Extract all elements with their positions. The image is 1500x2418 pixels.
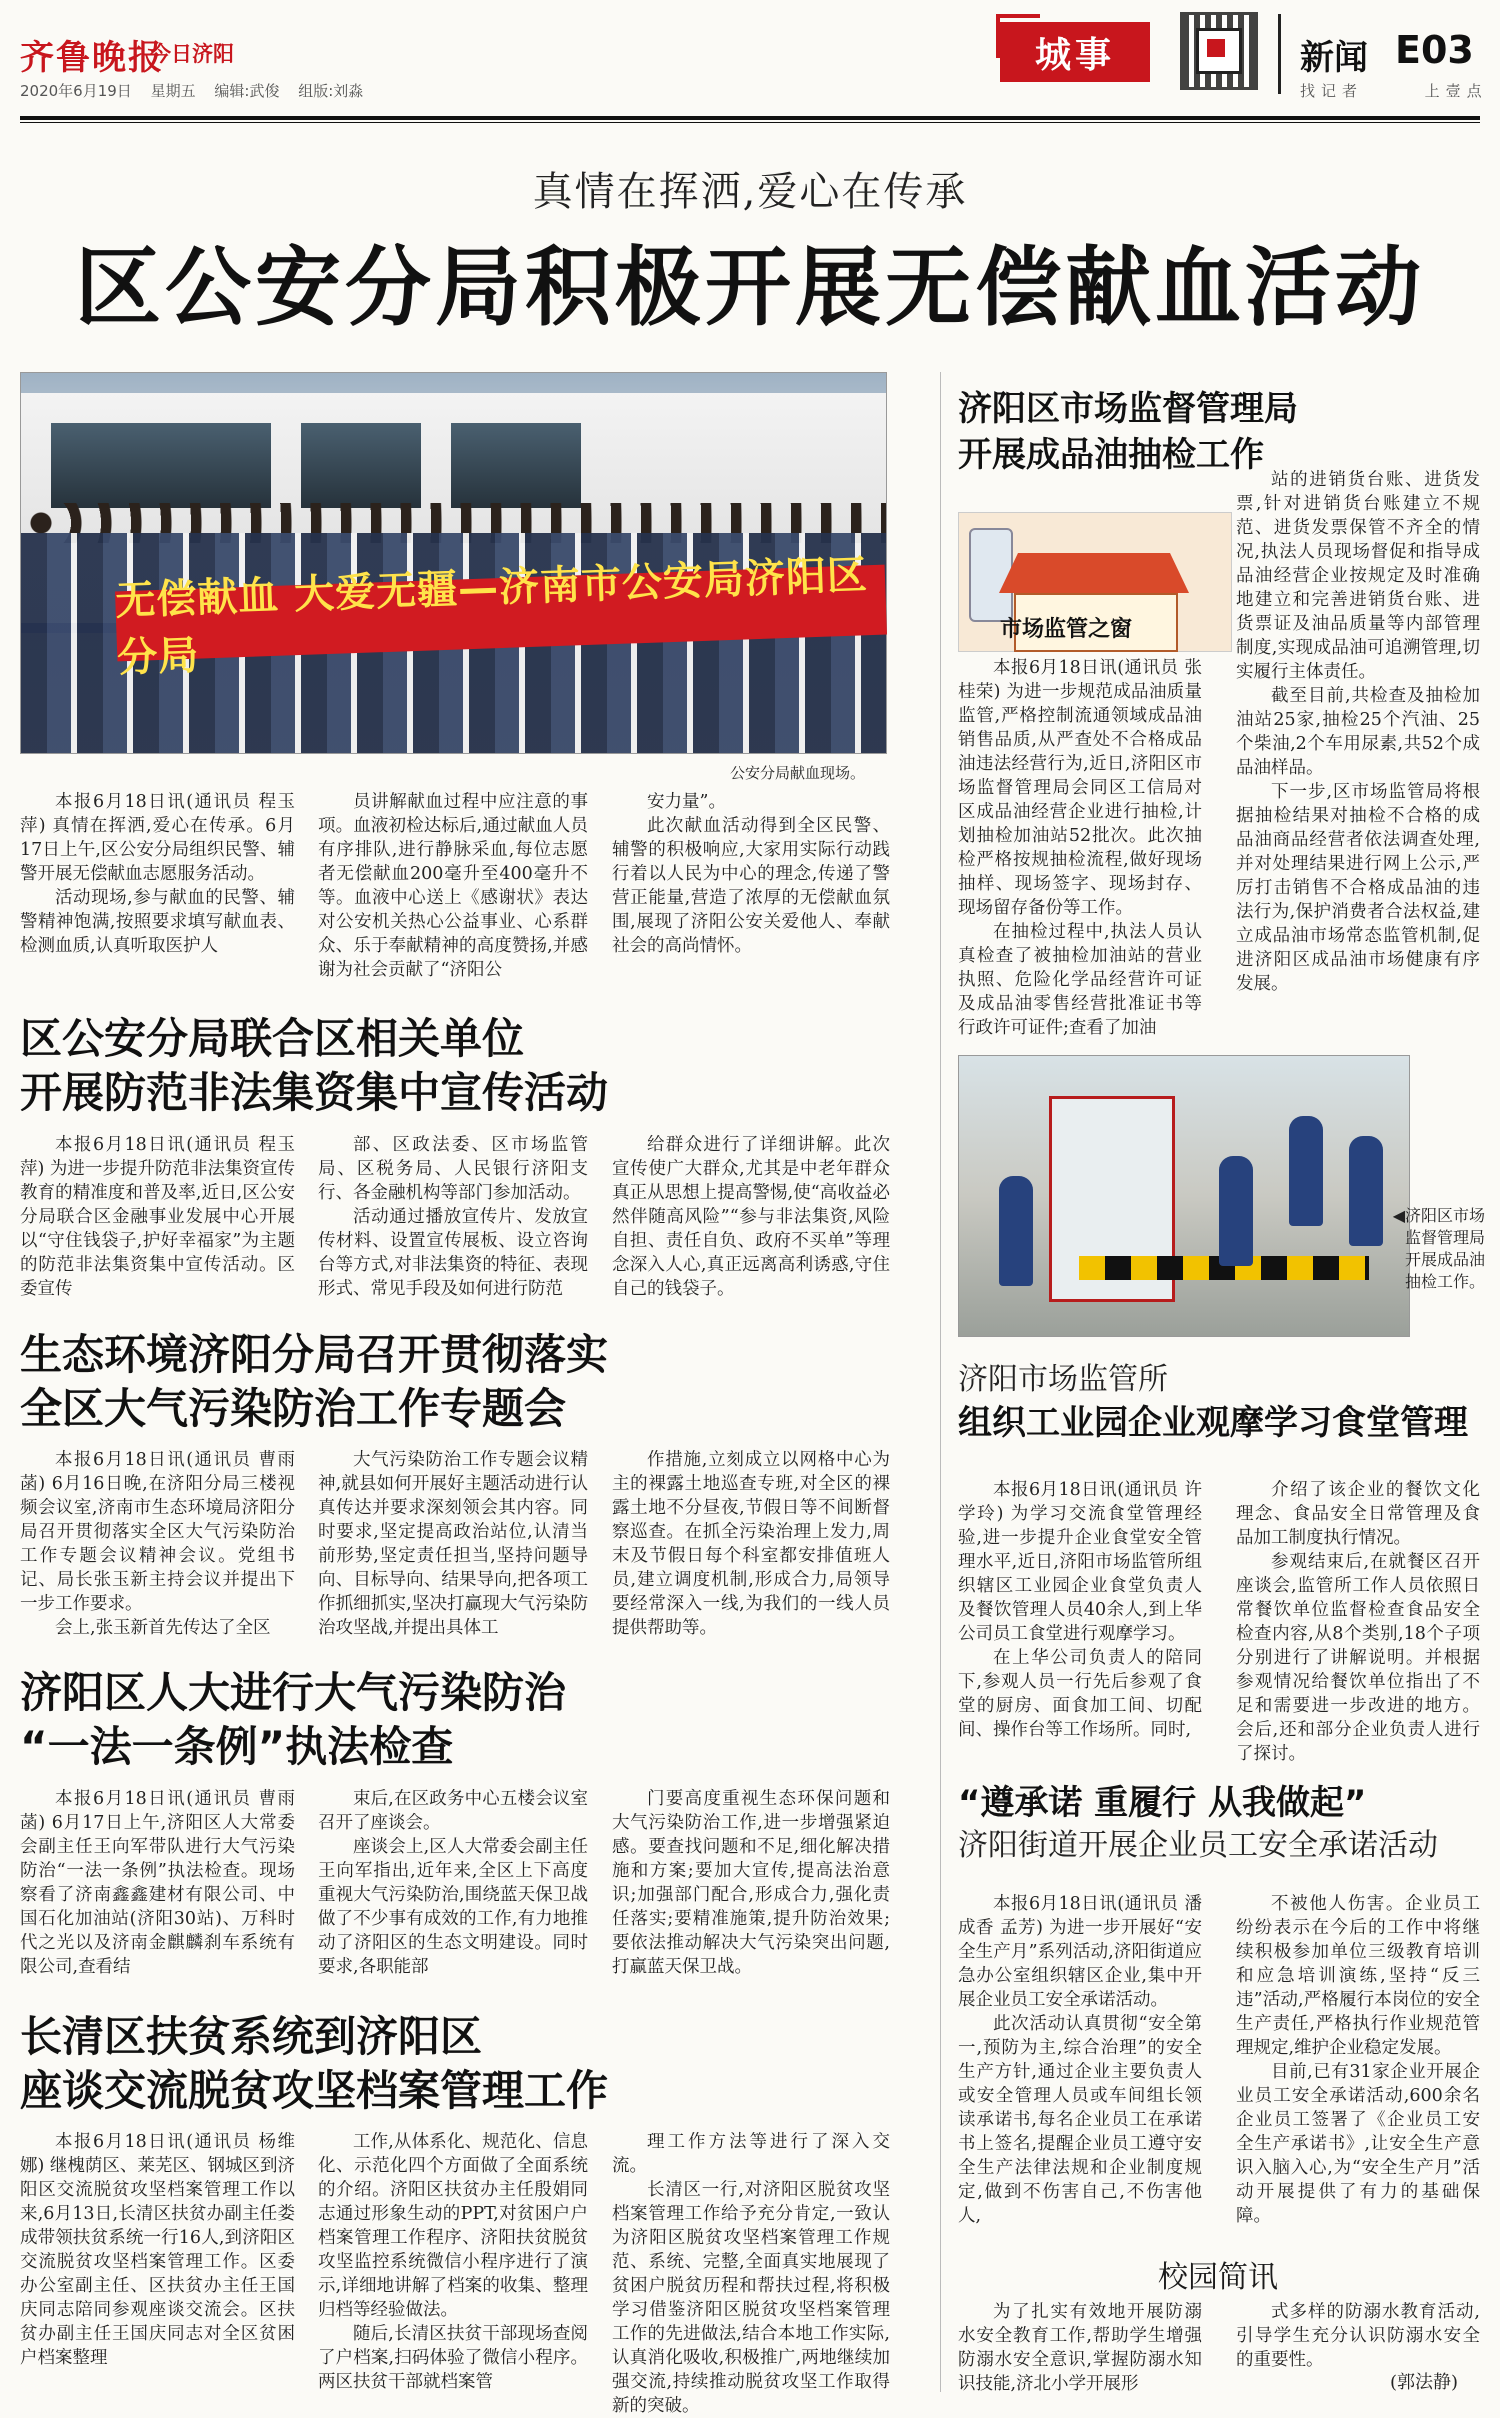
article-4-text-1: 本报6月18日讯(通讯员 曹雨菡) 6月17日上午,济阳区人大常委会副主任王向军带队进行大气污染防治“一法一条例”执法检查。现场察看了济南鑫鑫建材有限公司、中国石化加油站(济阳30站)、万科时代之光以及济南金麒麟刹车系统有限公司,查看结 xyxy=(20,1789,295,1977)
paragraph: 座谈会上,区人大常委会副主任王向军指出,近年来,全区上下高度重视大气污染防治,围绕蓝天保卫战做了不少事有成效的工作,有力地推动了济阳区的生态文明建设。同时要求,各职能部 xyxy=(318,1837,588,1977)
lead-column-2 xyxy=(318,790,588,990)
article-3-text-2: 大气污染防治工作专题会议精神,就县如何开展好主题活动进行认真传达并要求深刻领会其内容。同时要求,坚定提高政治站位,认清当前形势,坚定责任担当,坚持问题导向、目标导向、结果导向,把各项工作抓细抓实,坚决打赢现大气污染防治攻坚战,并提出具体工 xyxy=(318,1450,588,1638)
paragraph: 下一步,区市场监管局将根据抽检结果对抽检不合格的成品油商品经营者依法调查处理,并对处理结果进行网上公示,严厉打击销售不合格成品油的违法行为,保护消费者合法权益,建立成品油市场常态监管机制,促进济阳区成品油市场健康有序发展。 xyxy=(1236,782,1480,994)
right-1-column-1 xyxy=(958,656,1202,1040)
bus-window xyxy=(51,423,271,508)
campus-news-signature: (郭法静) xyxy=(1390,2372,1459,2393)
right-3-title-line-1: “遵承诺 重履行 从我做起” xyxy=(958,1783,1367,1823)
right-3-text-2: 不被他人伤害。企业员工纷纷表示在今后的工作中将继续积极参加单位三级教育培训和应急培训演练,坚持“反三违”活动,严格履行本岗位的安全生产责任,严格执行作业规范管理规定,维护企业稳定发展。 xyxy=(1236,1894,1480,2058)
article-3-title-line-2: 全区大气污染防治工作专题会 xyxy=(20,1384,567,1433)
article-2-title-line-2: 开展防范非法集资集中宣传活动 xyxy=(20,1068,609,1117)
right-3-headline xyxy=(958,1780,1478,1866)
article-4-text-2: 束后,在区政务中心五楼会议室召开了座谈会。 xyxy=(318,1789,588,1833)
article-4-text-3: 门要高度重视生态环保问题和大气污染防治工作,进一步增强紧迫感。要查找问题和不足,细化解决措施和方案;要加大宣传,提高法治意识;加强部门配合,形成合力,强化责任落实;要精准施策,提升防治效果;要依法推动解决大气污染突出问题,打赢蓝天保卫战。 xyxy=(612,1789,890,1977)
photo-banner: 无偿献血 大爱无疆—济南市公安局济阳区分局 xyxy=(115,565,887,662)
article-3-text-3: 作措施,立刻成立以网格中心为主的裸露土地巡查专班,对全区的裸露土地不分昼夜,节假日等不间断督察巡查。在抓全污染治理上发力,周末及节假日每个科室都安排值班人员,建立调度机制,形成合力,局领导要经常深入一线,为我们的一线人员提供帮助等。 xyxy=(612,1450,890,1638)
article-5-text-2: 工作,从体系化、规范化、信息化、示范化四个方面做了全面系统的介绍。济阳区扶贫办主任殷娟同志通过形象生动的PPT,对贫困户户档案管理工作程序、济阳扶贫脱贫攻坚监控系统微信小程序进行了演示,详细地讲解了档案的收集、整理归档等经验做法。 xyxy=(318,2132,588,2320)
bus-window xyxy=(451,423,581,508)
right-1-text-2: 站的进销货台账、进货发票,针对进销货台账建立不规范、进货发票保管不齐全的情况,执法人员现场督促和指导成品油经营企业按规定及时准确地建立和完善进销货台账、进货票证及油品质量等内部管理制度,实现成品油可追溯管理,切实履行主体责任。 xyxy=(1236,470,1480,682)
right-2-text-2: 介绍了该企业的餐饮文化理念、食品安全日常管理及食品加工制度执行情况。 xyxy=(1236,1480,1480,1548)
issue-weekday: 星期五 xyxy=(150,82,196,100)
paragraph: 会上,张玉新首先传达了全区 xyxy=(55,1618,271,1638)
campus-news-heading: 校园简讯 xyxy=(1158,2260,1278,2295)
right-4-column-2 xyxy=(1236,2300,1480,2370)
lead-photo-caption: 公安分局献血现场。 xyxy=(730,764,866,782)
oil-photo-caption: ◀济阳区市场监督管理局开展成品油抽检工作。 xyxy=(1392,1206,1485,1291)
paragraph: 长清区一行,对济阳区脱贫攻坚档案管理工作给予充分肯定,一致认为济阳区脱贫攻坚档案管理工作规范、系统、完整,全面真实地展现了贫困户脱贫历程和帮扶过程,将积极学习借鉴济阳区脱贫攻坚档案管理工作的先进做法,结合本地工作实际,认真消化吸收,积极推广,两地继续加强交流,持续推动脱贫攻坚工作取得新的突破。 xyxy=(612,2180,890,2416)
right-3-column-2 xyxy=(1236,1892,1480,2228)
lead-column-3 xyxy=(612,790,890,990)
article-2-text-1: 本报6月18日讯(通讯员 程玉萍) 为进一步提升防范非法集资宣传教育的精准度和普及率,近日,区公安分局联合区金融事业发展中心开展以“守住钱袋子,护好幸福家”为主题的防范非法集资集中宣传活动。区委宣传 xyxy=(20,1135,295,1299)
right-4-text-1: 为了扎实有效地开展防溺水安全教育工作,帮助学生增强防溺水安全意识,掌握防溺水知识技能,济北小学开展形 xyxy=(958,2302,1202,2394)
right-3-column-1 xyxy=(958,1892,1202,2228)
right-2-headline xyxy=(958,1360,1478,1446)
right-3-title-line-2: 济阳街道开展企业员工安全承诺活动 xyxy=(958,1828,1438,1863)
right-4-text-2: 式多样的防溺水教育活动,引导学生充分认识防溺水安全的重要性。 xyxy=(1236,2302,1480,2370)
lead-text-1: 本报6月18日讯(通讯员 程玉萍) 真情在挥洒,爱心在传承。6月17日上午,区公安分局组织民警、辅警开展无偿献血志愿服务活动。 xyxy=(20,792,295,884)
article-4-headline xyxy=(20,1666,900,1774)
article-3-column-2 xyxy=(318,1448,588,1640)
article-5-column-1 xyxy=(20,2130,295,2402)
paragraph: 活动通过播放宣传片、发放宣传材料、设置宣传展板、设立咨询台等方式,对非法集资的特征、表现形式、常见手段及如何进行防范 xyxy=(318,1207,588,1299)
right-2-column-1 xyxy=(958,1478,1202,1742)
article-3-title-line-1: 生态环境济阳分局召开贯彻落实 xyxy=(20,1330,609,1379)
right-2-column-2 xyxy=(1236,1478,1480,1764)
article-4-title-line-1: 济阳区人大进行大气污染防治 xyxy=(20,1668,567,1717)
lead-text-3: 安力量”。 xyxy=(647,792,726,812)
article-2-text-3: 给群众进行了详细讲解。此次宣传使广大群众,尤其是中老年群众真正从思想上提高警惕,使“高收益必然伴随高风险”“参与非法集资,风险自担、责任自负、政府不买单”等理念深入人心,真正远离高利诱惑,守住自己的钱袋子。 xyxy=(612,1135,890,1299)
blood-donation-photo xyxy=(20,372,887,754)
paragraph: 在上华公司负责人的陪同下,参观人员一行先后参观了食堂的厨房、面食加工间、切配间、操作台等工作场所。同时, xyxy=(958,1648,1202,1740)
article-4-column-3 xyxy=(612,1787,890,1979)
paragraph: 随后,长清区扶贫干部现场查阅了户档案,扫码体验了微信小程序。两区扶贫干部就档案管 xyxy=(318,2324,588,2392)
section-credit xyxy=(1300,80,1488,101)
article-5-text-3: 理工作方法等进行了深入交流。 xyxy=(612,2132,890,2176)
masthead-rule xyxy=(20,116,1480,120)
oil-inspection-photo xyxy=(958,1055,1410,1337)
article-2-column-2 xyxy=(318,1133,588,1301)
paragraph: 此次活动认真贯彻“安全第一,预防为主,综合治理”的安全生产方针,通过企业主要负责人或安全管理人员或车间组长领读承诺书,每名企业员工在承诺书上签名,提醒企业员工遵守安全生产法律法规和企业制度规定,做到不伤害自己,不伤害他人, xyxy=(958,2014,1202,2226)
article-4-title-line-2: “一法一条例”执法检查 xyxy=(20,1722,454,1771)
right-1-column-2 xyxy=(1236,468,1480,1040)
right-2-title-line-2: 组织工业园企业观摩学习食堂管理 xyxy=(958,1403,1468,1443)
right-1-title-line-1: 济阳区市场监督管理局 xyxy=(958,389,1298,429)
article-5-title-line-1: 长清区扶贫系统到济阳区 xyxy=(20,2012,483,2061)
article-5-column-3 xyxy=(612,2130,890,2416)
article-2-headline xyxy=(20,1012,900,1120)
section-tag: 城事 xyxy=(1000,22,1150,82)
right-2-text-1: 本报6月18日讯(通讯员 许学玲) 为学习交流食堂管理经验,进一步提升企业食堂安全管理水平,近日,济阳市场监管所组织辖区工业园企业食堂负责人及餐饮管理人员40余人,到上华公司员工食堂进行观摩学习。 xyxy=(958,1480,1202,1644)
paragraph: 参观结束后,在就餐区召开座谈会,监管所工作人员依照日常餐饮单位监督检查食品安全检查内容,从8个类别,18个子项分别进行了讲解说明。并根据参观情况给餐饮单位指出了不足和需要进一步改进的地方。会后,还和部分企业负责人进行了探讨。 xyxy=(1236,1552,1480,1764)
paragraph: 目前,已有31家企业开展企业员工安全承诺活动,600余名企业员工签署了《企业员工安全生产承诺书》,让安全生产意识入脑入心,为“安全生产月”活动开展提供了有力的基础保障。 xyxy=(1236,2062,1480,2226)
article-3-text-1: 本报6月18日讯(通讯员 曹雨菡) 6月16日晚,在济阳分局三楼视频会议室,济南市生态环境局济阳分局召开贯彻落实全区大气污染防治工作专题会议精神会议。党组书记、局长张玉新主持会议并提出下一步工作要求。 xyxy=(20,1450,295,1614)
article-5-headline xyxy=(20,2010,900,2118)
issue-layout: 组版:刘淼 xyxy=(298,82,364,100)
illustration-label: 市场监管之窗 xyxy=(1000,617,1133,642)
lead-subtitle: 真情在挥洒,爱心在传承 xyxy=(532,169,968,215)
issue-meta xyxy=(20,80,377,101)
bus-window xyxy=(301,423,421,508)
right-3-text-1: 本报6月18日讯(通讯员 潘成香 孟芳) 为进一步开展好“安全生产月”系列活动,济阳街道应急办公室组织辖区企业,集中开展企业员工安全承诺活动。 xyxy=(958,1894,1202,2010)
paragraph: 活动现场,参与献血的民警、辅警精神饱满,按照要求填写献血表、检测血质,认真听取医护人 xyxy=(20,888,295,956)
article-5-title-line-2: 座谈交流脱贫攻坚档案管理工作 xyxy=(20,2066,609,2115)
column-divider xyxy=(940,372,941,2392)
article-2-column-3 xyxy=(612,1133,890,1301)
credit-left: 找记者 xyxy=(1300,82,1364,100)
article-5-column-2 xyxy=(318,2130,588,2402)
right-2-title-line-1: 济阳市场监管所 xyxy=(958,1362,1168,1397)
inspector-figure xyxy=(1349,1136,1383,1246)
paragraph: 此次献血活动得到全区民警、辅警的积极响应,大家用实际行动践行着以人民为中心的理念,传递了警营正能量,营造了浓厚的无偿献血氛围,展现了济阳公安关爱他人、奉献社会的高尚情怀。 xyxy=(612,816,890,956)
masthead-rule-thin xyxy=(20,122,1480,123)
qr-code-logo xyxy=(1207,39,1225,57)
newspaper-logo: 齐鲁晚报 xyxy=(20,38,164,78)
article-4-column-1 xyxy=(20,1787,295,1979)
page-number: E03 xyxy=(1395,28,1474,72)
article-5-text-1: 本报6月18日讯(通讯员 杨维娜) 继槐荫区、莱芜区、钢城区到济阳区交流脱贫攻坚档案管理工作以来,6月13日,长清区扶贫办副主任娄成带领扶贫系统一行16人,到济阳区交流脱贫攻坚档案管理工作。区委办公室副主任、区扶贫办主任王国庆同志陪同参观座谈交流会。区扶贫办副主任王国庆同志对全区贫困户档案整理 xyxy=(20,2132,295,2368)
credit-right: 上壹点 xyxy=(1424,82,1488,100)
inspector-figure xyxy=(1219,1156,1253,1266)
article-4-column-2 xyxy=(318,1787,588,1979)
masthead-divider xyxy=(1278,14,1281,94)
article-2-column-1 xyxy=(20,1133,295,1301)
article-3-headline xyxy=(20,1328,900,1436)
right-4-column-1 xyxy=(958,2300,1202,2396)
inspector-figure xyxy=(1289,1116,1323,1226)
house-roof-icon xyxy=(999,553,1189,593)
article-2-text-2: 部、区政法委、区市场监管局、区税务局、人民银行济阳支行、各金融机构等部门参加活动。 xyxy=(318,1135,588,1203)
article-3-column-1 xyxy=(20,1448,295,1640)
issue-date: 2020年6月19日 xyxy=(20,82,132,100)
lead-headline: 区公安分局积极开展无偿献血活动 xyxy=(75,238,1425,338)
oil-bottle-icon xyxy=(969,528,1013,622)
lead-text-2: 员讲解献血过程中应注意的事项。血液初检达标后,通过献血人员有序排队,进行静脉采血,每位志愿者无偿献血200毫升至400毫升不等。血液中心送上《感谢状》表达对公安机关热心公益事业、心系群众、乐于奉献精神的高度赞扬,并感谢为社会贡献了“济阳公 xyxy=(318,792,588,980)
paragraph: 在抽检过程中,执法人员认真检查了被抽检加油站的营业执照、危险化学品经营许可证及成品油零售经营批准证书等行政许可证件;查看了加油 xyxy=(958,922,1202,1038)
issue-editor: 编辑:武俊 xyxy=(214,82,280,100)
right-1-title-line-2: 开展成品油抽检工作 xyxy=(958,435,1264,475)
right-1-text-1: 本报6月18日讯(通讯员 张桂荣) 为进一步规范成品油质量监管,严格控制流通领域成品油销售品质,从严查处不合格成品油违法经营行为,近日,济阳区市场监督管理局会同区工信局对区成品油经营企业进行抽检,计划抽检加油站52批次。此次抽检严格按规抽检流程,做好现场抽样、现场签字、现场封存、现场留存备份等工作。 xyxy=(958,658,1202,918)
inspector-figure xyxy=(999,1176,1033,1286)
article-3-column-3 xyxy=(612,1448,890,1640)
lead-column-1 xyxy=(20,790,295,990)
paragraph: 截至目前,共检查及抽检加油站25家,抽检25个汽油、25个柴油,2个车用尿素,共52个成品油样品。 xyxy=(1236,686,1480,778)
article-2-title-line-1: 区公安分局联合区相关单位 xyxy=(20,1014,525,1063)
supplement-name: 今日济阳 xyxy=(150,42,234,66)
section-name: 新闻 xyxy=(1300,38,1368,78)
right-1-headline xyxy=(958,386,1478,478)
